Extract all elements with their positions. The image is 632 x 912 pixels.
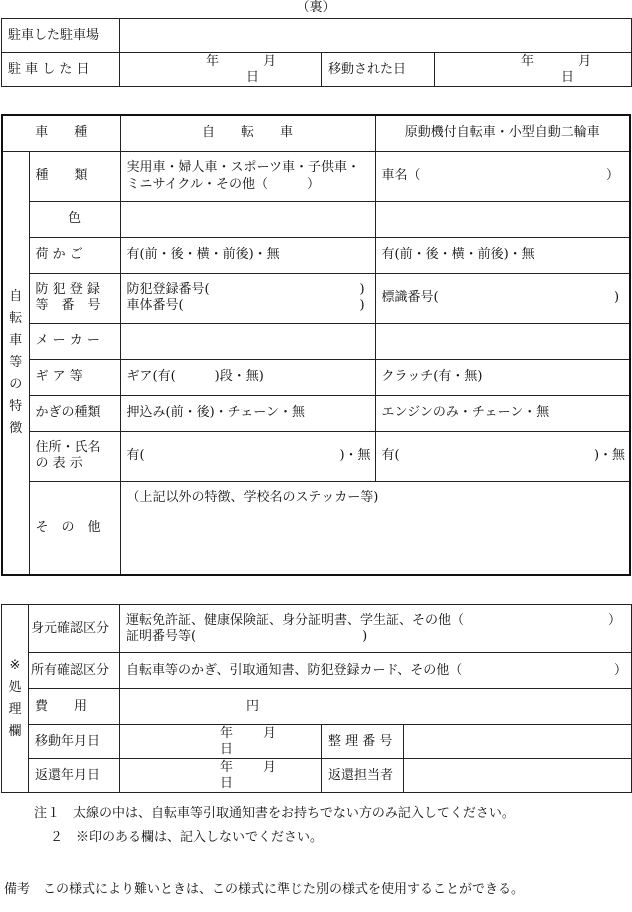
moved-date-label: 移動された日 — [322, 53, 435, 87]
return-date-field[interactable]: 年 月日 — [120, 759, 322, 793]
bicycle-address-field[interactable]: 有( )・無 — [120, 431, 375, 481]
bicycle-registration-field[interactable]: 防犯登録番号( ) 車体番号( ) — [120, 273, 375, 323]
moped-plate-field[interactable]: 標識番号( ) — [375, 273, 630, 323]
return-person-field[interactable] — [404, 759, 632, 793]
moped-lock-field[interactable]: エンジンのみ・チェーン・無 — [375, 395, 630, 431]
gear-label: ギ ア 等 — [29, 359, 120, 395]
other-features-field[interactable]: （上記以外の特徴、学校名のステッカー等) — [120, 481, 630, 575]
moped-basket-field[interactable]: 有(前・後・横・前後)・無 — [375, 237, 630, 273]
processing-side-label: ※ 処 理 欄 — [2, 605, 29, 793]
yen-unit: 円 — [246, 698, 260, 714]
move-date-label: 移動年月日 — [29, 725, 120, 759]
moped-maker-field[interactable] — [375, 323, 630, 359]
type-label: 種 類 — [29, 151, 120, 201]
year-unit: 年 — [521, 53, 535, 69]
ownership-check-field[interactable]: 自転車等のかぎ、引取通知書、防犯登録カード、その他（ ） — [120, 653, 632, 689]
identity-check-field[interactable]: 運転免許証、健康保険証、身分証明書、学生証、その他（ ） 証明番号等( ) — [120, 605, 632, 653]
page-title: （裏） — [296, 0, 336, 15]
bicycle-maker-field[interactable] — [120, 323, 375, 359]
lock-type-label: かぎの種類 — [29, 395, 120, 431]
bicycle-gear-field[interactable]: ギア(有( )段・無) — [120, 359, 375, 395]
serial-number-field[interactable] — [404, 725, 632, 759]
moped-header: 原動機付自転車・小型自動二輪車 — [375, 115, 630, 151]
note-1: 注１ 太線の中は、自転車等引取通知書をお持ちでない方のみ記入してください。 — [34, 806, 515, 821]
parking-lot-label: 駐車した駐車場 — [2, 19, 120, 53]
fee-field[interactable] — [120, 689, 632, 725]
moved-date-field[interactable] — [435, 53, 632, 87]
month-unit: 月 — [263, 53, 277, 69]
move-date-field[interactable]: 年 月日 — [120, 725, 322, 759]
moped-clutch-field[interactable]: クラッチ(有・無) — [375, 359, 630, 395]
bicycle-basket-field[interactable]: 有(前・後・横・前後)・無 — [120, 237, 375, 273]
vehicle-features-side-label: 自 転 車 等 の 特 徴 — [2, 151, 29, 575]
ownership-check-label: 所有確認区分 — [29, 653, 120, 689]
parking-date-field[interactable] — [120, 53, 322, 87]
fee-label: 費 用 — [29, 689, 120, 725]
vehicle-features-table — [1, 114, 631, 576]
parking-date-label: 駐 車 し た 日 — [2, 53, 120, 87]
processing-table — [1, 604, 632, 793]
moped-color-field[interactable] — [375, 201, 630, 237]
parking-lot-field[interactable] — [120, 19, 632, 53]
registration-label: 防 犯 登 録 等 番 号 — [29, 273, 120, 323]
address-name-label: 住所・氏名 の 表 示 — [29, 431, 120, 481]
vehicle-type-header: 車 種 — [2, 115, 120, 151]
note-2: ２ ※印のある欄は、記入しないでください。 — [50, 830, 324, 845]
serial-number-label: 整 理 番 号 — [322, 725, 404, 759]
day-unit: 日 — [246, 69, 260, 85]
year-unit: 年 — [206, 53, 220, 69]
bicycle-lock-field[interactable]: 押込み(前・後)・チェーン・無 — [120, 395, 375, 431]
color-label: 色 — [29, 201, 120, 237]
bicycle-color-field[interactable] — [120, 201, 375, 237]
moped-address-field[interactable]: 有( )・無 — [375, 431, 630, 481]
maker-label: メ ー カ ー — [29, 323, 120, 359]
return-date-label: 返還年月日 — [29, 759, 120, 793]
parking-info-table — [1, 18, 632, 87]
other-label: そ の 他 — [29, 481, 120, 575]
bicycle-header: 自 転 車 — [120, 115, 375, 151]
moped-type-field[interactable]: 車名（ ） — [375, 151, 630, 201]
bicycle-type-field[interactable]: 実用車・婦人車・スポーツ車・子供車・ミニサイクル・その他（ ） — [120, 151, 375, 201]
basket-label: 荷 か ご — [29, 237, 120, 273]
return-person-label: 返還担当者 — [322, 759, 404, 793]
identity-check-label: 身元確認区分 — [29, 605, 120, 653]
month-unit: 月 — [578, 53, 592, 69]
day-unit: 日 — [561, 69, 575, 85]
remark: 備考 この様式により難いときは、この様式に準じた別の様式を使用することができる。 — [4, 882, 525, 897]
